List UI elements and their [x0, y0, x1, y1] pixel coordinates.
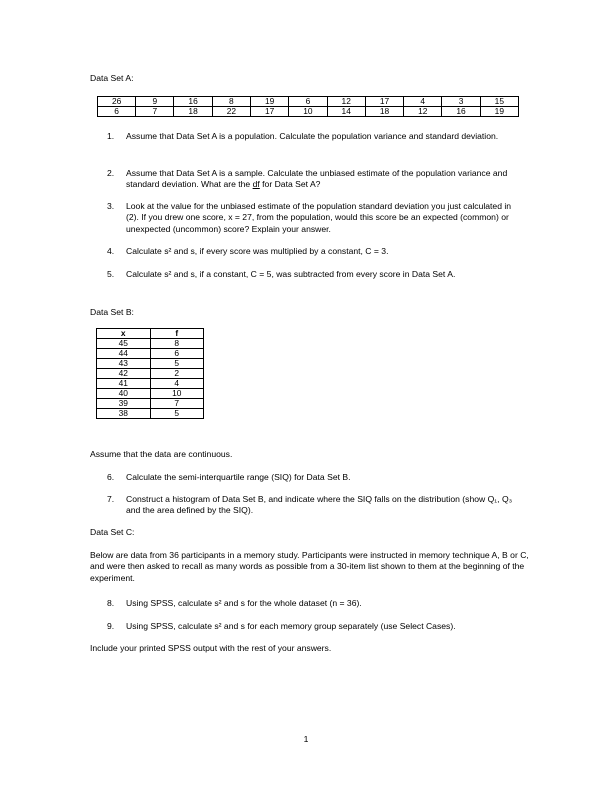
table-cell: 10: [289, 107, 327, 117]
question-number: 9.: [107, 621, 115, 631]
question-text: Calculate s² and s, if a constant, C = 5, was subtracted from every score in Data Set A.: [126, 269, 456, 279]
question-number: 1.: [107, 131, 115, 141]
table-cell: 19: [251, 97, 289, 107]
cell-x: 40: [97, 389, 151, 399]
cell-f: 2: [150, 369, 204, 379]
question-number: 4.: [107, 246, 115, 256]
table-row: [97, 359, 204, 369]
table-row: [97, 369, 204, 379]
table-row: [97, 399, 204, 409]
cell-f: 6: [150, 349, 204, 359]
table-cell: 18: [174, 107, 212, 117]
table-cell: 8: [212, 97, 250, 107]
question-text: Calculate the semi-interquartile range (SIQ) for Data Set B.: [126, 472, 351, 482]
cell-f: 5: [150, 359, 204, 369]
table-cell: 16: [174, 97, 212, 107]
table-cell: 16: [442, 107, 480, 117]
data-set-b-table: [96, 328, 204, 419]
cell-x: 39: [97, 399, 151, 409]
table-row: [98, 107, 519, 117]
continuous-note: Assume that the data are continuous.: [90, 449, 233, 459]
question-text: Assume that Data Set A is a population. Calculate the population variance and standard deviation.: [126, 131, 499, 141]
table-cell: 17: [251, 107, 289, 117]
table-cell: 4: [404, 97, 442, 107]
table-row: [97, 349, 204, 359]
question-number: 5.: [107, 269, 115, 279]
cell-x: 42: [97, 369, 151, 379]
cell-x: 38: [97, 409, 151, 419]
table-cell: 12: [327, 97, 365, 107]
table-row: [97, 379, 204, 389]
question-text: Assume that Data Set A is a sample. Calculate the unbiased estimate of the population variance and standard deviation. What are the df for Data Set A?: [126, 168, 508, 190]
column-header-x: x: [97, 329, 151, 339]
table-cell: 3: [442, 97, 480, 107]
cell-f: 7: [150, 399, 204, 409]
question-text: Construct a histogram of Data Set B, and indicate where the SIQ falls on the distribution (show Q₁, Q₃ and the area defined by the SIQ).: [126, 494, 513, 516]
table-cell: 18: [365, 107, 403, 117]
cell-f: 10: [150, 389, 204, 399]
data-set-c-heading: Data Set C:: [90, 527, 135, 537]
question-text: Look at the value for the unbiased estimate of the population standard deviation you just calculated in (2). If you drew one score, x = 27, from the population, would this score be an expected (common) or unexpected (uncommon) score? Explain your answer.: [126, 201, 512, 234]
table-cell: 19: [480, 107, 518, 117]
cell-x: 41: [97, 379, 151, 389]
table-row: [97, 389, 204, 399]
data-set-a-heading: Data Set A:: [90, 73, 134, 83]
data-set-c-intro: Below are data from 36 participants in a memory study. Participants were instructed in memory technique A, B or C, and were then asked to recall as many words as possible from a 30-item list shown to them at the beginning of the experiment.: [90, 550, 529, 583]
table-row: [97, 339, 204, 349]
question-text: Using SPSS, calculate s² and s for each memory group separately (use Select Cases).: [126, 621, 456, 631]
table-row: [97, 409, 204, 419]
question-number: 7.: [107, 494, 115, 504]
column-header-f: f: [150, 329, 204, 339]
table-cell: 15: [480, 97, 518, 107]
table-row: [98, 97, 519, 107]
page-number: 1: [303, 734, 309, 744]
table-cell: 17: [365, 97, 403, 107]
question-number: 6.: [107, 472, 115, 482]
table-cell: 12: [404, 107, 442, 117]
data-set-b-heading: Data Set B:: [90, 307, 134, 317]
cell-f: 4: [150, 379, 204, 389]
table-cell: 14: [327, 107, 365, 117]
question-text: Calculate s² and s, if every score was multiplied by a constant, C = 3.: [126, 246, 389, 256]
footer-note: Include your printed SPSS output with the rest of your answers.: [90, 643, 332, 653]
cell-f: 5: [150, 409, 204, 419]
table-cell: 6: [289, 97, 327, 107]
cell-x: 43: [97, 359, 151, 369]
table-cell: 7: [136, 107, 174, 117]
table-cell: 22: [212, 107, 250, 117]
question-number: 2.: [107, 168, 115, 178]
question-number: 8.: [107, 598, 115, 608]
table-cell: 6: [98, 107, 136, 117]
question-number: 3.: [107, 201, 115, 211]
cell-x: 45: [97, 339, 151, 349]
table-cell: 26: [98, 97, 136, 107]
table-cell: 9: [136, 97, 174, 107]
data-set-a-table: [97, 96, 519, 117]
cell-x: 44: [97, 349, 151, 359]
question-text: Using SPSS, calculate s² and s for the whole dataset (n = 36).: [126, 598, 362, 608]
cell-f: 8: [150, 339, 204, 349]
